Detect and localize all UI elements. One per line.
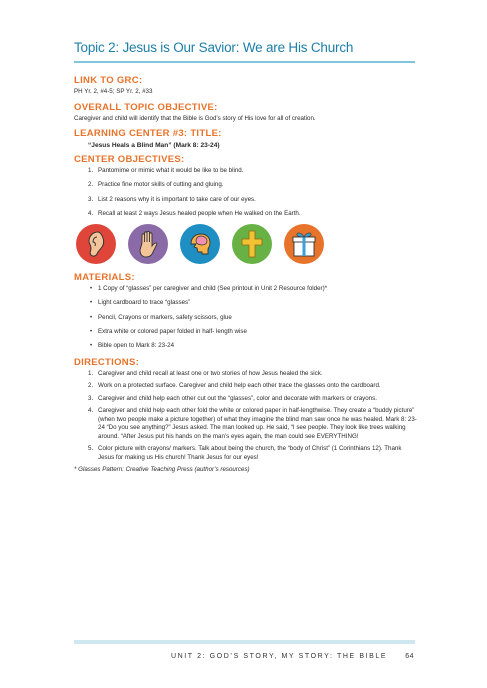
list-number: 5. (88, 445, 94, 453)
list-item (74, 445, 419, 462)
materials-heading: MATERIALS: (74, 272, 135, 284)
materials-list (74, 285, 419, 350)
directions-list (74, 370, 419, 463)
bullet-icon: • (90, 343, 93, 350)
list-item (74, 285, 419, 293)
list-item (74, 181, 419, 189)
list-item (74, 167, 419, 175)
directions-heading: DIRECTIONS: (74, 356, 140, 368)
list-number: 1. (88, 369, 94, 377)
list-item (74, 382, 419, 391)
list-text: Recall at least 2 ways Jesus healed people when He walked on the Earth. (98, 209, 301, 217)
grc-text: PH Yr. 2, #4-5; SP Yr. 2, #33 (74, 88, 153, 95)
list-number: 2. (88, 382, 94, 390)
list-number: 4. (88, 407, 94, 415)
gift-icon (284, 224, 324, 264)
center-objectives-list (74, 167, 419, 218)
center-objectives-heading: CENTER OBJECTIVES: (74, 154, 185, 165)
ear-icon (76, 224, 116, 264)
page-number: 64 (405, 653, 414, 660)
list-number: 4. (88, 209, 94, 217)
cross-icon (232, 224, 272, 264)
list-item (74, 370, 419, 379)
list-text: Bible open to Mark 8: 23-24 (98, 342, 175, 350)
hand-icon (128, 224, 168, 264)
list-number: 3. (88, 394, 94, 402)
bullet-icon: • (90, 300, 93, 307)
page-title: Topic 2: Jesus is Our Savior: We are His Church (74, 40, 354, 55)
list-item (74, 395, 419, 404)
list-text: Color picture with crayons/ markers. Talk about being the church, the “body of Christ” (1 Corinthians 12). Thank Jesus for making us His church! Thank Jesus for our eyes! (98, 445, 402, 461)
list-text: Work on a protected surface. Caregiver and child help each other trace the glasses onto the cardboard. (98, 382, 381, 390)
grc-heading: LINK TO GRC: (74, 75, 143, 86)
list-item (74, 342, 419, 350)
list-text: 1 Copy of “glasses” per caregiver and child (See printout in Unit 2 Resource folder)* (98, 285, 328, 293)
brain-head-icon (180, 224, 220, 264)
list-number: 3. (88, 195, 94, 203)
list-item (74, 196, 419, 204)
title-divider (74, 61, 415, 63)
footer-divider (74, 640, 415, 644)
list-text: Caregiver and child recall at least one or two stories of how Jesus healed the sick. (98, 369, 323, 377)
bullet-icon: • (90, 314, 93, 321)
bullet-icon: • (90, 329, 93, 336)
list-text: Caregiver and child help each other fold the white or colored paper in half-lengthwise. They create a “buddy picture” (when two people make a picture together) of what they imagine the blind man saw once he was healed. Mark 8: 23-24 “Do you see anything?” Jesus asked. The man looked up. He said, “I see people. They look like trees walking around. “After Jesus put his hands on the man’s eyes again, the man could see EVERYTHING! (98, 407, 417, 440)
objective-text: Caregiver and child will identify that the Bible is God’s story of His love for all of creation. (74, 114, 316, 122)
list-text: Pantomime or mimic what it would be like to be blind. (98, 167, 244, 174)
list-text: List 2 reasons why it is important to take care of our eyes. (98, 195, 256, 203)
list-item (74, 407, 419, 441)
content-area (74, 70, 419, 473)
footer-unit-label: UNIT 2: GOD’S STORY, MY STORY: THE BIBLE (170, 653, 388, 660)
objective-heading: OVERALL TOPIC OBJECTIVE: (74, 101, 218, 113)
footnote: * Glasses Pattern: Creative Teaching Press (author’s resources) (74, 466, 250, 474)
list-number: 2. (88, 181, 94, 189)
sense-icons-row (76, 224, 419, 264)
list-item (74, 299, 419, 307)
list-item (74, 210, 419, 218)
learning-center-title: “Jesus Heals a Blind Man” (Mark 8: 23-24) (88, 142, 220, 149)
list-text: Extra white or colored paper folded in half- length wise (98, 328, 247, 336)
list-text: Practice fine motor skills of cutting and gluing. (98, 181, 224, 189)
list-text: Caregiver and child help each other cut out the “glasses”, color and decorate with markers or crayons. (98, 394, 377, 402)
list-item (74, 314, 419, 322)
list-item (74, 328, 419, 336)
page-footer (74, 653, 414, 660)
learning-center-heading: LEARNING CENTER #3: TITLE: (74, 128, 222, 139)
list-text: Pencil, Crayons or markers, safety scissors, glue (98, 313, 232, 321)
bullet-icon: • (90, 286, 93, 293)
list-text: Light cardboard to trace “glasses” (98, 299, 191, 307)
list-number: 1. (88, 167, 94, 174)
